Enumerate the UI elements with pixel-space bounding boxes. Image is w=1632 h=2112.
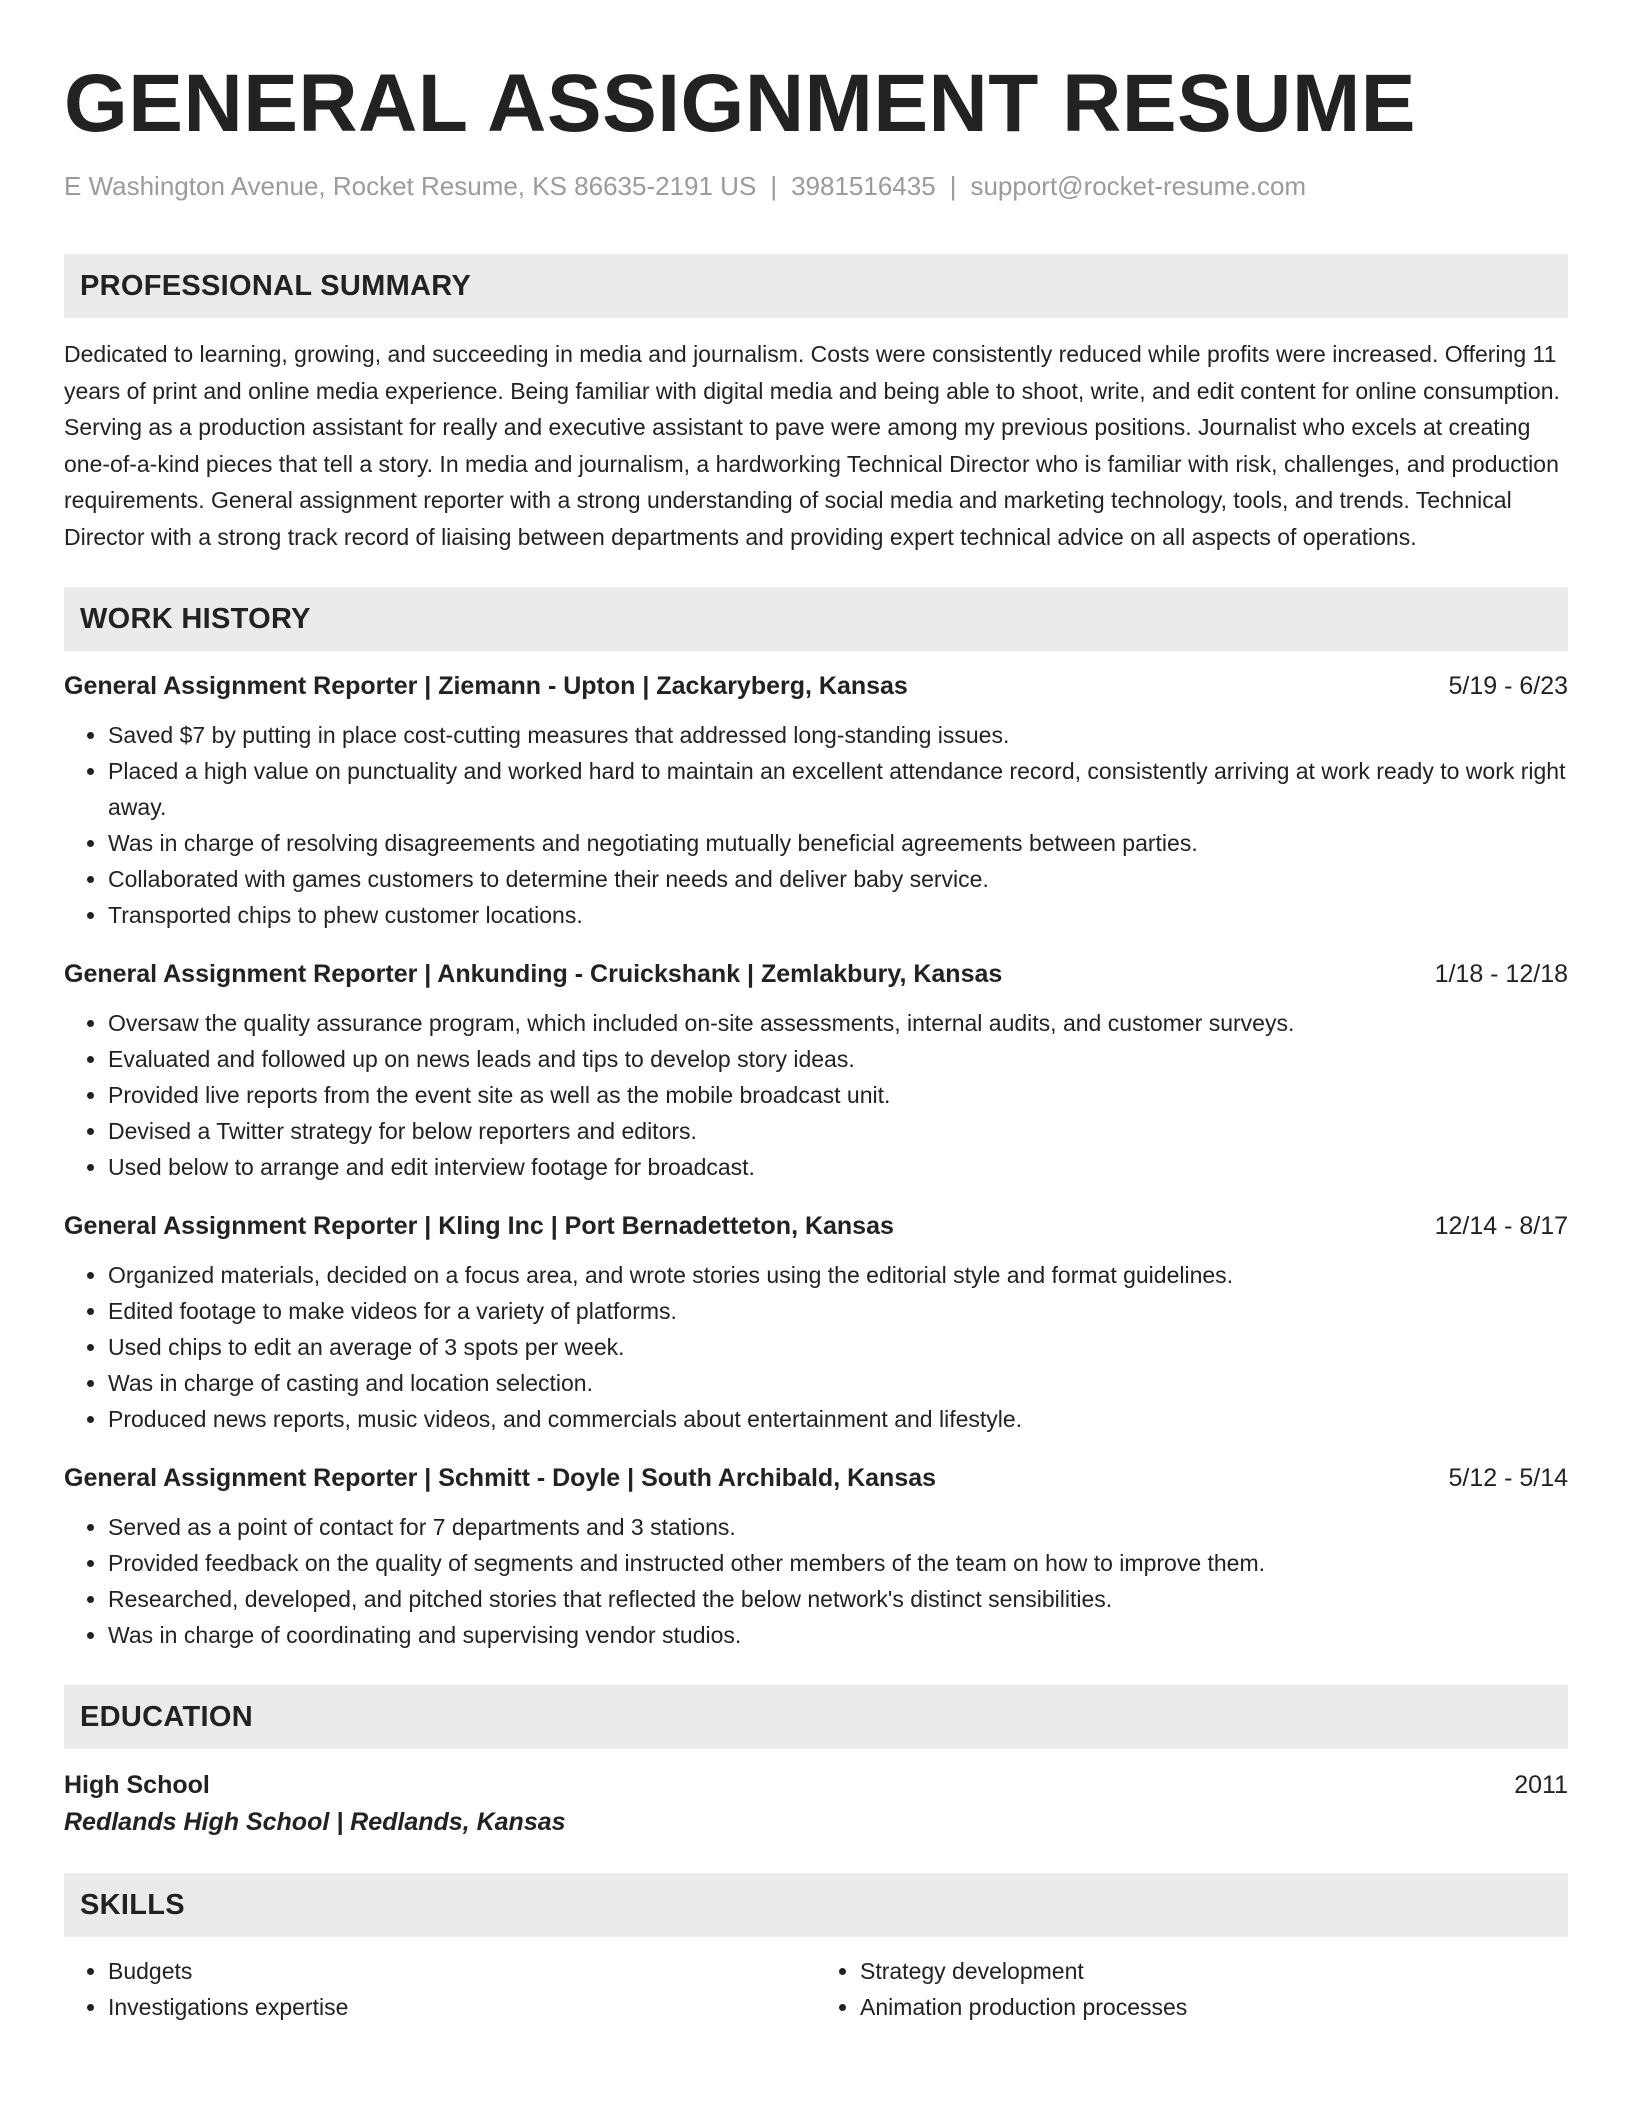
job-bullets: [64, 1257, 1568, 1437]
job-header: [64, 669, 1568, 703]
skill-item: • Budgets: [108, 1953, 816, 1989]
job-bullet: • Used chips to edit an average of 3 spots per week.: [108, 1329, 1568, 1365]
job-bullets: [64, 1005, 1568, 1185]
job-entry: [64, 669, 1568, 933]
education-school: Redlands High School | Redlands, Kansas: [64, 1808, 566, 1836]
contact-separator: |: [949, 171, 957, 201]
skill-item: • Strategy development: [860, 1953, 1568, 1989]
job-bullet: • Transported chips to phew customer locations.: [108, 897, 1568, 933]
job-title: General Assignment Reporter | Ankunding - Cruickshank | Zemlakbury, Kansas: [64, 960, 1003, 988]
resume-title: GENERAL ASSIGNMENT RESUME: [64, 58, 1416, 149]
education-heading: EDUCATION: [64, 1685, 1568, 1749]
skill-item: • Investigations expertise: [108, 1989, 816, 2025]
work-history-heading: WORK HISTORY: [64, 587, 1568, 651]
skills-heading: SKILLS: [64, 1873, 1568, 1937]
job-entry: [64, 957, 1568, 1185]
job-entry: [64, 1461, 1568, 1653]
skills-section: [64, 1873, 1568, 2025]
skills-left-column: [64, 1953, 816, 2025]
job-bullet: • Placed a high value on punctuality and worked hard to maintain an excellent attendance record, consistently arriving at work ready to work right away.: [108, 753, 1568, 825]
summary-section: [64, 254, 1568, 555]
job-bullet: • Was in charge of coordinating and supervising vendor studios.: [108, 1617, 1568, 1653]
job-dates: 5/12 - 5/14: [1448, 1464, 1568, 1492]
job-bullet: • Provided feedback on the quality of segments and instructed other members of the team on how to improve them.: [108, 1545, 1568, 1581]
job-bullets: [64, 1509, 1568, 1653]
skills-columns: [64, 1953, 1568, 2025]
job-title: General Assignment Reporter | Kling Inc | Port Bernadetteton, Kansas: [64, 1212, 894, 1240]
job-bullet: • Oversaw the quality assurance program, which included on-site assessments, internal audits, and customer surveys.: [108, 1005, 1568, 1041]
contact-email: support@rocket-resume.com: [970, 171, 1307, 201]
education-section: [64, 1685, 1568, 1841]
job-header: [64, 1461, 1568, 1495]
job-entry: [64, 1209, 1568, 1437]
contact-address: E Washington Avenue, Rocket Resume, KS 86635-2191 US: [64, 171, 757, 201]
job-bullets: [64, 717, 1568, 933]
job-header: [64, 957, 1568, 991]
skill-item: • Animation production processes: [860, 1989, 1568, 2025]
job-bullet: • Saved $7 by putting in place cost-cutting measures that addressed long-standing issues.: [108, 717, 1568, 753]
job-dates: 12/14 - 8/17: [1434, 1212, 1568, 1240]
skills-right-column: [816, 1953, 1568, 2025]
job-bullet: • Collaborated with games customers to determine their needs and deliver baby service.: [108, 861, 1568, 897]
work-history-section: [64, 587, 1568, 1653]
job-title: General Assignment Reporter | Schmitt - Doyle | South Archibald, Kansas: [64, 1464, 937, 1492]
job-bullet: • Researched, developed, and pitched stories that reflected the below network's distinct sensibilities.: [108, 1581, 1568, 1617]
education-year: 2011: [1514, 1771, 1568, 1799]
education-header: [64, 1767, 1568, 1803]
contact-separator: |: [770, 171, 778, 201]
job-bullet: • Was in charge of resolving disagreements and negotiating mutually beneficial agreements between parties.: [108, 825, 1568, 861]
job-bullet: • Evaluated and followed up on news leads and tips to develop story ideas.: [108, 1041, 1568, 1077]
job-dates: 5/19 - 6/23: [1448, 672, 1568, 700]
education-degree: High School: [64, 1771, 210, 1799]
job-header: [64, 1209, 1568, 1243]
job-bullet: • Used below to arrange and edit interview footage for broadcast.: [108, 1149, 1568, 1185]
job-bullet: • Devised a Twitter strategy for below reporters and editors.: [108, 1113, 1568, 1149]
job-title: General Assignment Reporter | Ziemann - Upton | Zackaryberg, Kansas: [64, 672, 908, 700]
summary-heading: PROFESSIONAL SUMMARY: [64, 254, 1568, 318]
summary-text: Dedicated to learning, growing, and succeeding in media and journalism. Costs were consistently reduced while profits were increased. Offering 11 years of print and online media experience. Being familiar with digital media and being able to shoot, write, and edit content for online consumption. Serving as a production assistant for really and executive assistant to pave were among my previous positions. Journalist who excels at creating one-of-a-kind pieces that tell a story. In media and journalism, a hardworking Technical Director who is familiar with risk, challenges, and production requirements. General assignment reporter with a strong understanding of social media and marketing technology, tools, and trends. Technical Director with a strong track record of liaising between departments and providing expert technical advice on all aspects of operations.: [64, 341, 1560, 550]
job-dates: 1/18 - 12/18: [1434, 960, 1568, 988]
job-bullet: • Edited footage to make videos for a variety of platforms.: [108, 1293, 1568, 1329]
education-entry: [64, 1767, 1568, 1841]
contact-phone: 3981516435: [791, 171, 936, 201]
job-bullet: • Organized materials, decided on a focus area, and wrote stories using the editorial style and format guidelines.: [108, 1257, 1568, 1293]
contact-line: [64, 170, 1568, 202]
job-bullet: • Served as a point of contact for 7 departments and 3 stations.: [108, 1509, 1568, 1545]
job-bullet: • Produced news reports, music videos, and commercials about entertainment and lifestyle.: [108, 1401, 1568, 1437]
job-bullet: • Provided live reports from the event site as well as the mobile broadcast unit.: [108, 1077, 1568, 1113]
job-bullet: • Was in charge of casting and location selection.: [108, 1365, 1568, 1401]
